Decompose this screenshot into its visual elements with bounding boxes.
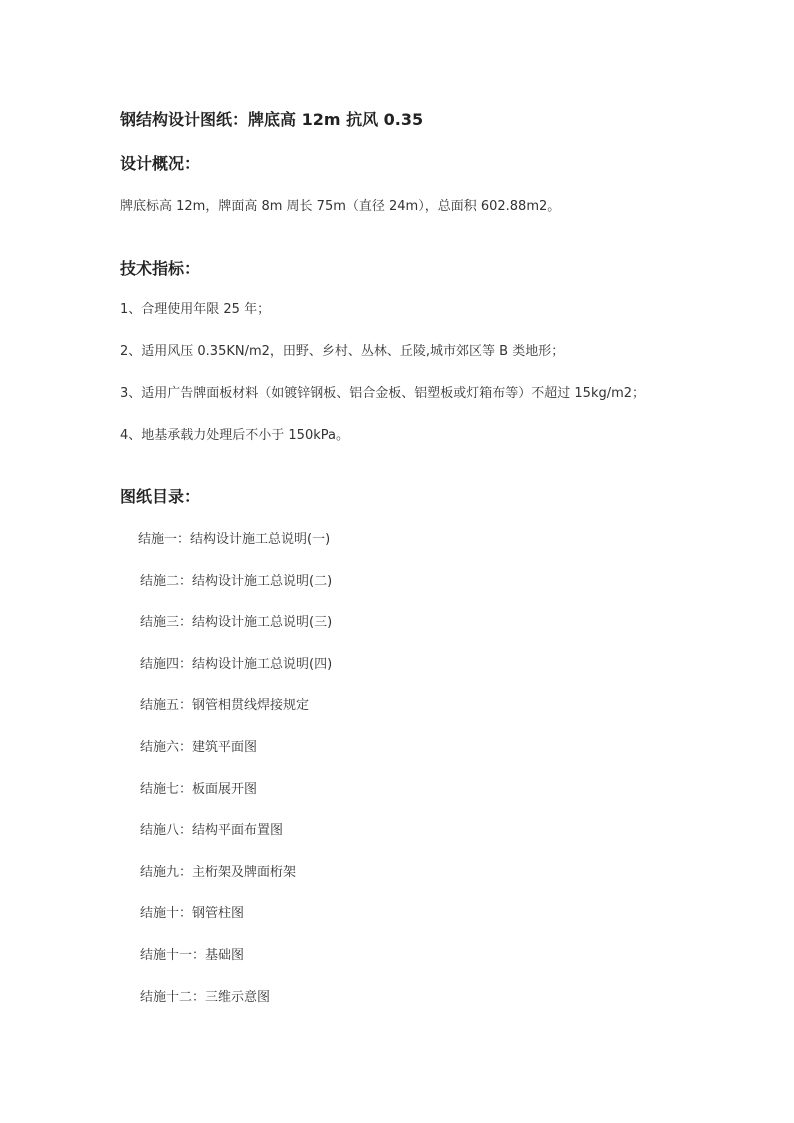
technical-item: 2、适用风压 0.35KN/m2，田野、乡村、丛林、丘陵,城市郊区等 B 类地形； <box>120 344 565 359</box>
toc-item: 结施七：板面展开图 <box>140 782 258 797</box>
toc-item: 结施八：结构平面布置图 <box>140 823 284 838</box>
toc-item: 结施二：结构设计施工总说明(二) <box>140 574 333 589</box>
toc-item: 结施十一：基础图 <box>140 948 245 963</box>
toc-item: 结施一：结构设计施工总说明(一) <box>138 532 331 547</box>
toc-item: 结施六：建筑平面图 <box>140 740 258 755</box>
technical-item: 4、地基承载力处理后不小于 150kPa。 <box>120 428 349 443</box>
toc-item: 结施五：钢管相贯线焊接规定 <box>140 698 310 713</box>
technical-item: 3、适用广告牌面板材料（如镀锌钢板、铝合金板、铝塑板或灯箱布等）不超过 15kg/m2； <box>120 386 646 401</box>
toc-heading: 图纸目录： <box>120 487 201 506</box>
toc-item: 结施十二：三维示意图 <box>140 990 271 1005</box>
overview-heading: 设计概况： <box>120 154 201 173</box>
toc-item: 结施九：主桁架及牌面桁架 <box>140 865 297 880</box>
overview-text: 牌底标高 12m，牌面高 8m 周长 75m（直径 24m），总面积 602.88m2。 <box>120 199 561 214</box>
toc-item: 结施四：结构设计施工总说明(四) <box>140 657 333 672</box>
document-title: 钢结构设计图纸：牌底高 12m 抗风 0.35 <box>120 110 424 129</box>
toc-item: 结施三：结构设计施工总说明(三) <box>140 615 333 630</box>
technical-heading: 技术指标： <box>120 259 201 278</box>
technical-item: 1、合理使用年限 25 年； <box>120 302 271 317</box>
toc-item: 结施十：钢管柱图 <box>140 906 245 921</box>
